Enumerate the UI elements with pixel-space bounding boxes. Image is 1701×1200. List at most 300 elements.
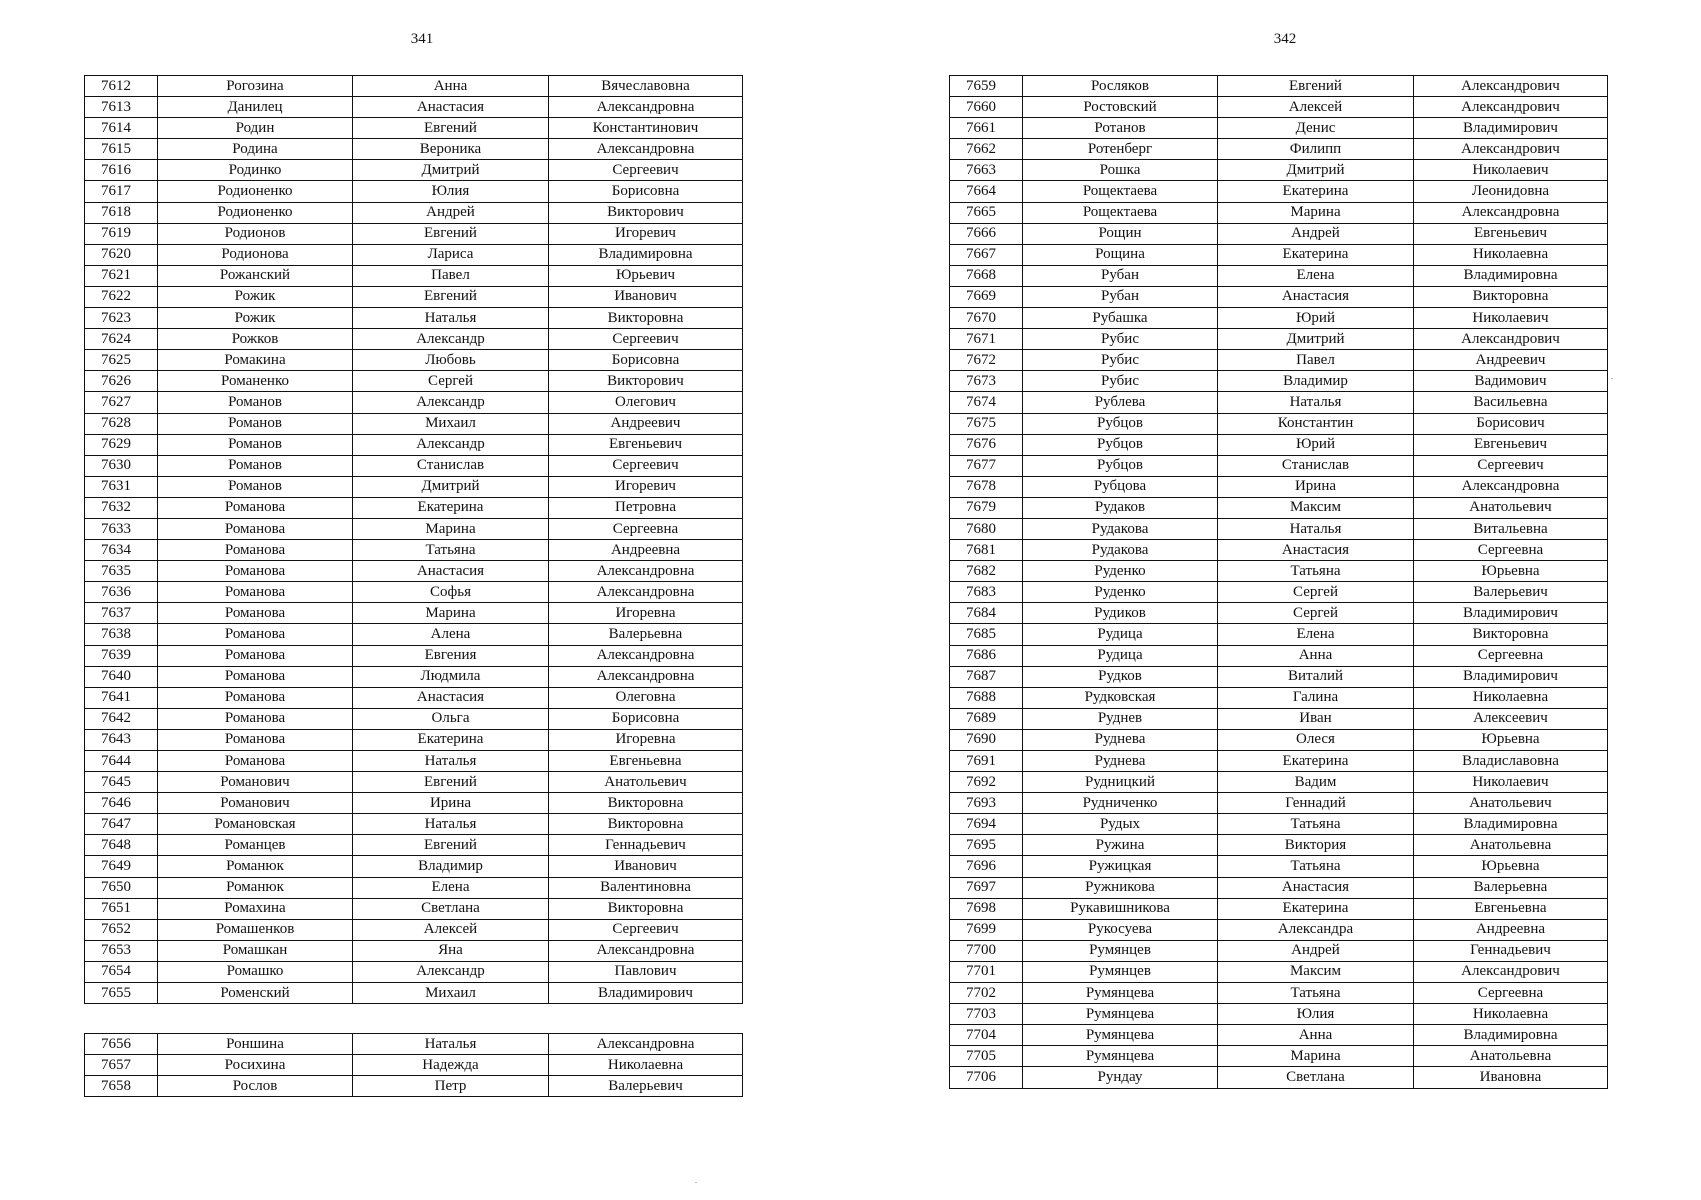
row-number: 7620 [85,244,158,265]
surname-cell: Родионова [158,244,353,265]
first-name-cell: Екатерина [353,729,549,750]
surname-cell: Росляков [1023,76,1218,97]
patronymic-cell: Евгеньевна [549,751,743,772]
surname-cell: Ростовский [1023,97,1218,118]
table-row [950,1004,1608,1025]
row-number: 7649 [85,856,158,877]
table-row [950,624,1608,645]
surname-cell: Рудица [1023,624,1218,645]
table-row [85,919,743,940]
first-name-cell: Александр [353,961,549,982]
surname-cell: Рудых [1023,814,1218,835]
row-number: 7635 [85,561,158,582]
first-name-cell: Яна [353,940,549,961]
table-row [85,1076,743,1097]
first-name-cell: Любовь [353,350,549,371]
surname-cell: Романова [158,540,353,561]
row-number: 7680 [950,518,1023,539]
surname-cell: Рудиков [1023,603,1218,624]
row-number: 7623 [85,308,158,329]
table-row [85,624,743,645]
surname-cell: Румянцев [1023,940,1218,961]
table-row [85,223,743,244]
surname-cell: Рудаков [1023,497,1218,518]
row-number: 7640 [85,666,158,687]
first-name-cell: Виталий [1218,666,1414,687]
first-name-cell: Сергей [353,371,549,392]
first-name-cell: Анастасия [353,687,549,708]
first-name-cell: Евгений [353,223,549,244]
table-row [85,751,743,772]
first-name-cell: Надежда [353,1055,549,1076]
patronymic-cell: Юрьевна [1414,856,1608,877]
row-number: 7694 [950,814,1023,835]
first-name-cell: Виктория [1218,835,1414,856]
first-name-cell: Дмитрий [1218,329,1414,350]
table-row [950,1046,1608,1067]
table-row [950,97,1608,118]
row-number: 7621 [85,265,158,286]
table-row [950,898,1608,919]
row-number: 7685 [950,624,1023,645]
patronymic-cell: Викторовна [1414,624,1608,645]
first-name-cell: Павел [1218,350,1414,371]
table-row [950,856,1608,877]
table-row [950,413,1608,434]
surname-cell: Рогозина [158,76,353,97]
row-number: 7661 [950,118,1023,139]
table-row [85,329,743,350]
table-row [950,371,1608,392]
row-number: 7622 [85,286,158,307]
row-number: 7615 [85,139,158,160]
row-number: 7639 [85,645,158,666]
surname-cell: Рукавишникова [1023,898,1218,919]
first-name-cell: Олеся [1218,729,1414,750]
patronymic-cell: Иванович [549,856,743,877]
surname-cell: Романцев [158,835,353,856]
table-row [85,160,743,181]
surname-cell: Рубис [1023,371,1218,392]
table-row [85,350,743,371]
surname-cell: Романова [158,751,353,772]
patronymic-cell: Андреевна [549,540,743,561]
table-row [950,835,1608,856]
patronymic-cell: Сергеевна [1414,645,1608,666]
row-number: 7665 [950,202,1023,223]
row-number: 7676 [950,434,1023,455]
table-row [950,751,1608,772]
row-number: 7677 [950,455,1023,476]
row-number: 7672 [950,350,1023,371]
patronymic-cell: Анатольевич [549,772,743,793]
patronymic-cell: Викторовна [549,814,743,835]
first-name-cell: Светлана [1218,1067,1414,1088]
first-name-cell: Ольга [353,708,549,729]
patronymic-cell: Викторовна [1414,286,1608,307]
patronymic-cell: Борисовна [549,181,743,202]
surname-cell: Рубцов [1023,455,1218,476]
row-number: 7628 [85,413,158,434]
table-row [950,308,1608,329]
first-name-cell: Наталья [353,751,549,772]
first-name-cell: Татьяна [1218,856,1414,877]
patronymic-cell: Вадимович [1414,371,1608,392]
first-name-cell: Ирина [1218,476,1414,497]
first-name-cell: Дмитрий [1218,160,1414,181]
table-row [950,181,1608,202]
row-number: 7656 [85,1034,158,1055]
table-row [85,898,743,919]
first-name-cell: Марина [353,518,549,539]
surname-cell: Ромахина [158,898,353,919]
first-name-cell: Евгений [353,118,549,139]
row-number: 7629 [85,434,158,455]
table-row [950,139,1608,160]
surname-cell: Романова [158,729,353,750]
table-row [950,434,1608,455]
patronymic-cell: Борисовна [549,708,743,729]
first-name-cell: Татьяна [353,540,549,561]
surname-cell: Рослов [158,1076,353,1097]
row-number: 7655 [85,983,158,1004]
patronymic-cell: Александровна [549,97,743,118]
row-number: 7614 [85,118,158,139]
surname-cell: Романова [158,687,353,708]
table-row [950,561,1608,582]
surname-cell: Рожик [158,286,353,307]
patronymic-cell: Игоревич [549,223,743,244]
first-name-cell: Анастасия [1218,286,1414,307]
first-name-cell: Сергей [1218,603,1414,624]
patronymic-cell: Александровна [549,1034,743,1055]
surname-cell: Родионов [158,223,353,244]
surname-cell: Румянцева [1023,1046,1218,1067]
table-row [85,371,743,392]
patronymic-cell: Андреевич [549,413,743,434]
patronymic-cell: Александровна [549,645,743,666]
row-number: 7681 [950,540,1023,561]
patronymic-cell: Васильевна [1414,392,1608,413]
row-number: 7664 [950,181,1023,202]
surname-cell: Рудковская [1023,687,1218,708]
first-name-cell: Анна [1218,1025,1414,1046]
row-number: 7696 [950,856,1023,877]
table-row [950,223,1608,244]
table-row [950,603,1608,624]
row-number: 7689 [950,708,1023,729]
table-row [950,286,1608,307]
first-name-cell: Алексей [353,919,549,940]
patronymic-cell: Александровна [1414,476,1608,497]
row-number: 7617 [85,181,158,202]
surname-cell: Романов [158,476,353,497]
first-name-cell: Елена [1218,624,1414,645]
table-row [85,793,743,814]
page-number-right: 342 [1273,31,1297,47]
row-number: 7666 [950,223,1023,244]
row-number: 7613 [85,97,158,118]
patronymic-cell: Владиславовна [1414,751,1608,772]
surname-cell: Руденко [1023,561,1218,582]
row-number: 7651 [85,898,158,919]
table-row [85,181,743,202]
patronymic-cell: Валерьевич [1414,582,1608,603]
patronymic-cell: Александрович [1414,961,1608,982]
row-number: 7643 [85,729,158,750]
patronymic-cell: Анатольевна [1414,1046,1608,1067]
first-name-cell: Софья [353,582,549,603]
row-number: 7663 [950,160,1023,181]
table-row [85,244,743,265]
first-name-cell: Евгений [353,835,549,856]
first-name-cell: Алексей [1218,97,1414,118]
surname-cell: Ротанов [1023,118,1218,139]
surname-cell: Рудакова [1023,540,1218,561]
row-number: 7705 [950,1046,1023,1067]
row-number: 7698 [950,898,1023,919]
first-name-cell: Марина [1218,202,1414,223]
row-number: 7638 [85,624,158,645]
surname-cell: Романова [158,645,353,666]
row-number: 7704 [950,1025,1023,1046]
table-row [85,940,743,961]
surname-cell: Ромакина [158,350,353,371]
patronymic-cell: Анатольевич [1414,793,1608,814]
table-row [85,286,743,307]
surname-cell: Рудица [1023,645,1218,666]
row-number: 7675 [950,413,1023,434]
patronymic-cell: Викторович [549,371,743,392]
first-name-cell: Екатерина [1218,751,1414,772]
patronymic-cell: Сергеевич [549,455,743,476]
roster-table-left-continued [84,1033,743,1097]
table-row [85,687,743,708]
first-name-cell: Екатерина [353,497,549,518]
first-name-cell: Петр [353,1076,549,1097]
table-row [950,1067,1608,1088]
row-number: 7647 [85,814,158,835]
surname-cell: Руднев [1023,708,1218,729]
surname-cell: Ромашенков [158,919,353,940]
first-name-cell: Дмитрий [353,160,549,181]
first-name-cell: Владимир [353,856,549,877]
first-name-cell: Анна [1218,645,1414,666]
patronymic-cell: Николаевич [1414,772,1608,793]
patronymic-cell: Александрович [1414,97,1608,118]
patronymic-cell: Иванович [549,286,743,307]
patronymic-cell: Юрьевич [549,265,743,286]
patronymic-cell: Сергеевна [1414,983,1608,1004]
first-name-cell: Сергей [1218,582,1414,603]
surname-cell: Романова [158,582,353,603]
patronymic-cell: Александровна [1414,202,1608,223]
table-row [950,265,1608,286]
surname-cell: Рудков [1023,666,1218,687]
table-row [950,244,1608,265]
table-row [85,603,743,624]
patronymic-cell: Александровна [549,940,743,961]
patronymic-cell: Сергеевич [549,329,743,350]
table-row [950,772,1608,793]
table-row [950,708,1608,729]
first-name-cell: Татьяна [1218,983,1414,1004]
row-number: 7660 [950,97,1023,118]
table-row [950,940,1608,961]
patronymic-cell: Валерьевна [549,624,743,645]
row-number: 7625 [85,350,158,371]
row-number: 7612 [85,76,158,97]
table-row [85,856,743,877]
row-number: 7641 [85,687,158,708]
surname-cell: Романова [158,624,353,645]
first-name-cell: Александр [353,392,549,413]
table-row [85,202,743,223]
first-name-cell: Евгений [1218,76,1414,97]
surname-cell: Рощин [1023,223,1218,244]
first-name-cell: Юрий [1218,434,1414,455]
table-row [950,518,1608,539]
row-number: 7650 [85,877,158,898]
patronymic-cell: Владимировна [549,244,743,265]
patronymic-cell: Константинович [549,118,743,139]
surname-cell: Руденко [1023,582,1218,603]
table-row [85,666,743,687]
row-number: 7688 [950,687,1023,708]
row-number: 7691 [950,751,1023,772]
table-row [950,814,1608,835]
patronymic-cell: Сергеевич [1414,455,1608,476]
surname-cell: Романюк [158,856,353,877]
table-row [950,476,1608,497]
row-number: 7668 [950,265,1023,286]
first-name-cell: Денис [1218,118,1414,139]
surname-cell: Романович [158,772,353,793]
surname-cell: Ружина [1023,835,1218,856]
table-row [950,455,1608,476]
patronymic-cell: Евгеньевна [1414,898,1608,919]
first-name-cell: Максим [1218,961,1414,982]
first-name-cell: Геннадий [1218,793,1414,814]
table-row [950,687,1608,708]
row-number: 7703 [950,1004,1023,1025]
row-number: 7692 [950,772,1023,793]
first-name-cell: Ирина [353,793,549,814]
row-number: 7619 [85,223,158,244]
table-row [950,497,1608,518]
patronymic-cell: Юрьевна [1414,729,1608,750]
surname-cell: Романова [158,708,353,729]
patronymic-cell: Владимировна [1414,265,1608,286]
first-name-cell: Светлана [353,898,549,919]
row-number: 7632 [85,497,158,518]
first-name-cell: Михаил [353,413,549,434]
surname-cell: Рощина [1023,244,1218,265]
patronymic-cell: Витальевна [1414,518,1608,539]
table-row [85,434,743,455]
patronymic-cell: Викторовна [549,308,743,329]
patronymic-cell: Владимирович [1414,118,1608,139]
surname-cell: Романова [158,603,353,624]
table-row [85,772,743,793]
row-number: 7653 [85,940,158,961]
roster-table-right [949,75,1608,1089]
patronymic-cell: Игоревна [549,603,743,624]
surname-cell: Рубис [1023,350,1218,371]
first-name-cell: Наталья [353,814,549,835]
row-number: 7687 [950,666,1023,687]
row-number: 7637 [85,603,158,624]
first-name-cell: Марина [353,603,549,624]
patronymic-cell: Евгеньевич [549,434,743,455]
table-row [85,1055,743,1076]
surname-cell: Ромашкан [158,940,353,961]
first-name-cell: Александр [353,434,549,455]
first-name-cell: Дмитрий [353,476,549,497]
row-number: 7624 [85,329,158,350]
surname-cell: Романов [158,392,353,413]
patronymic-cell: Сергеевич [549,160,743,181]
surname-cell: Роменский [158,983,353,1004]
first-name-cell: Вероника [353,139,549,160]
first-name-cell: Станислав [1218,455,1414,476]
surname-cell: Рубан [1023,265,1218,286]
first-name-cell: Екатерина [1218,244,1414,265]
table-row [85,540,743,561]
patronymic-cell: Викторович [549,202,743,223]
table-row [85,708,743,729]
row-number: 7693 [950,793,1023,814]
first-name-cell: Анастасия [1218,877,1414,898]
surname-cell: Рубан [1023,286,1218,307]
first-name-cell: Анастасия [1218,540,1414,561]
row-number: 7644 [85,751,158,772]
patronymic-cell: Валерьевич [549,1076,743,1097]
scan-speck [695,1182,697,1183]
table-row [85,76,743,97]
patronymic-cell: Евгеньевич [1414,223,1608,244]
row-number: 7659 [950,76,1023,97]
first-name-cell: Александр [353,329,549,350]
surname-cell: Романова [158,561,353,582]
first-name-cell: Михаил [353,983,549,1004]
row-number: 7684 [950,603,1023,624]
table-row [85,476,743,497]
first-name-cell: Марина [1218,1046,1414,1067]
patronymic-cell: Алексеевич [1414,708,1608,729]
table-row [950,118,1608,139]
surname-cell: Романович [158,793,353,814]
patronymic-cell: Александровна [549,139,743,160]
row-number: 7648 [85,835,158,856]
row-number: 7667 [950,244,1023,265]
first-name-cell: Галина [1218,687,1414,708]
first-name-cell: Екатерина [1218,181,1414,202]
surname-cell: Родина [158,139,353,160]
table-row [950,202,1608,223]
table-row [85,877,743,898]
table-row [85,413,743,434]
patronymic-cell: Николаевна [1414,1004,1608,1025]
first-name-cell: Елена [1218,265,1414,286]
row-number: 7633 [85,518,158,539]
first-name-cell: Андрей [1218,940,1414,961]
patronymic-cell: Владимирович [1414,666,1608,687]
table-row [85,814,743,835]
surname-cell: Рундау [1023,1067,1218,1088]
row-number: 7697 [950,877,1023,898]
row-number: 7662 [950,139,1023,160]
